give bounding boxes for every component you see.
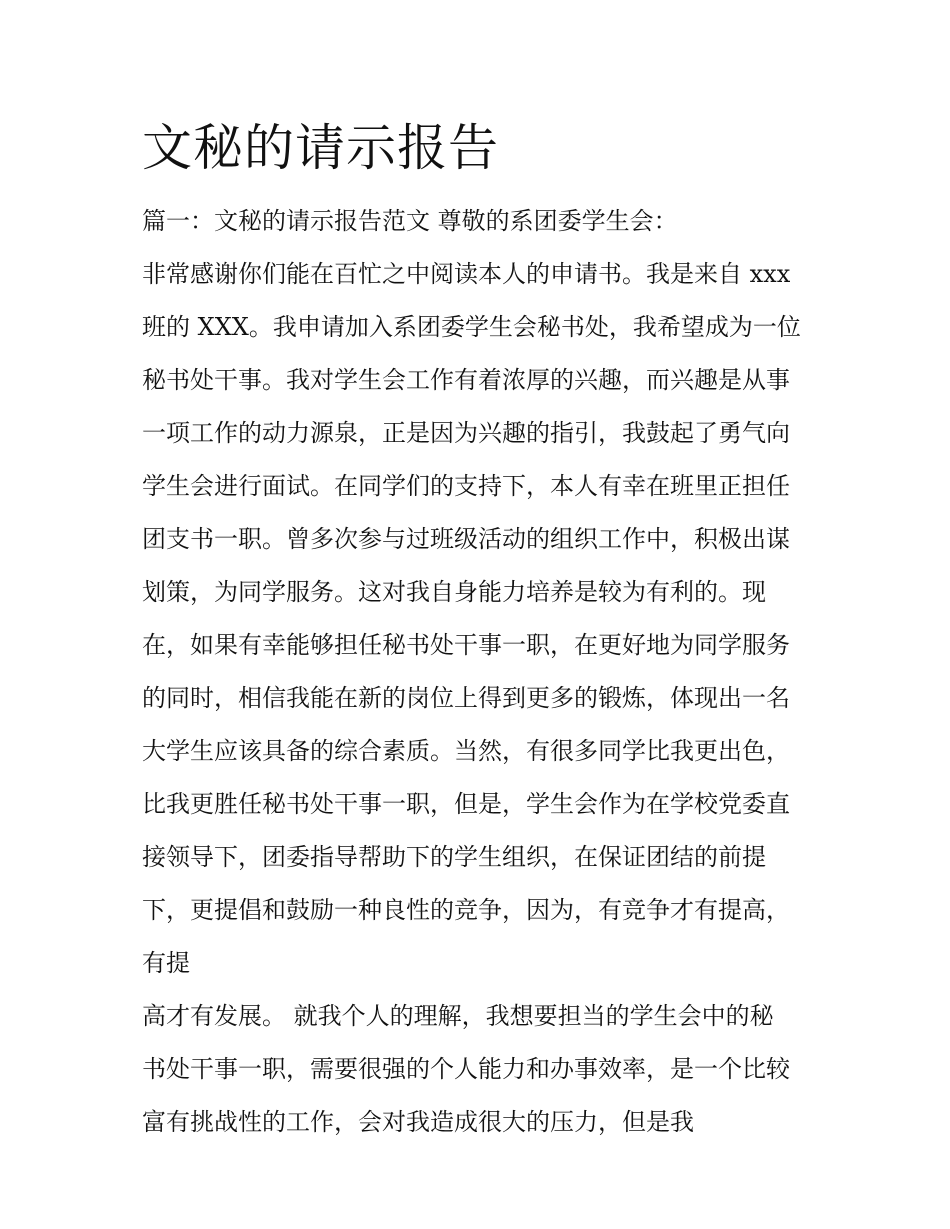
- text-line: 秘书处干事。我对学生会工作有着浓厚的兴趣，而兴趣是从事: [142, 366, 790, 394]
- document-title: 文秘的请示报告: [142, 119, 499, 177]
- text-line: 在，如果有幸能够担任秘书处干事一职，在更好地为同学服务: [142, 631, 790, 659]
- text-line: 接领导下，团委指导帮助下的学生组织，在保证团结的前提: [142, 843, 766, 871]
- text-line: 班的 XXX。我申请加入系团委学生会秘书处，我希望成为一位: [142, 313, 801, 341]
- text-line: 非常感谢你们能在百忙之中阅读本人的申请书。我是来自 xxx: [142, 260, 791, 288]
- text-line: 大学生应该具备的综合素质。当然，有很多同学比我更出色，: [142, 737, 790, 765]
- text-line: 下，更提倡和鼓励一种良性的竞争，因为，有竞争才有提高，: [142, 896, 790, 924]
- text-line: 一项工作的动力源泉，正是因为兴趣的指引，我鼓起了勇气向: [142, 419, 790, 447]
- text-line: 的同时，相信我能在新的岗位上得到更多的锻炼，体现出一名: [142, 684, 790, 712]
- text-line: 划策，为同学服务。这对我自身能力培养是较为有利的。现: [142, 578, 766, 606]
- text-line: 团支书一职。曾多次参与过班级活动的组织工作中，积极出谋: [142, 525, 790, 553]
- text-line: 篇一：文秘的请示报告范文 尊敬的系团委学生会：: [142, 207, 678, 235]
- text-line: 学生会进行面试。在同学们的支持下，本人有幸在班里正担任: [142, 472, 790, 500]
- text-line: 比我更胜任秘书处干事一职，但是，学生会作为在学校党委直: [142, 790, 790, 818]
- text-line: 高才有发展。 就我个人的理解，我想要担当的学生会中的秘: [142, 1002, 774, 1030]
- text-line: 书处干事一职，需要很强的个人能力和办事效率，是一个比较: [142, 1055, 790, 1083]
- text-line: 富有挑战性的工作，会对我造成很大的压力，但是我: [142, 1108, 694, 1136]
- text-line: 有提: [142, 949, 190, 977]
